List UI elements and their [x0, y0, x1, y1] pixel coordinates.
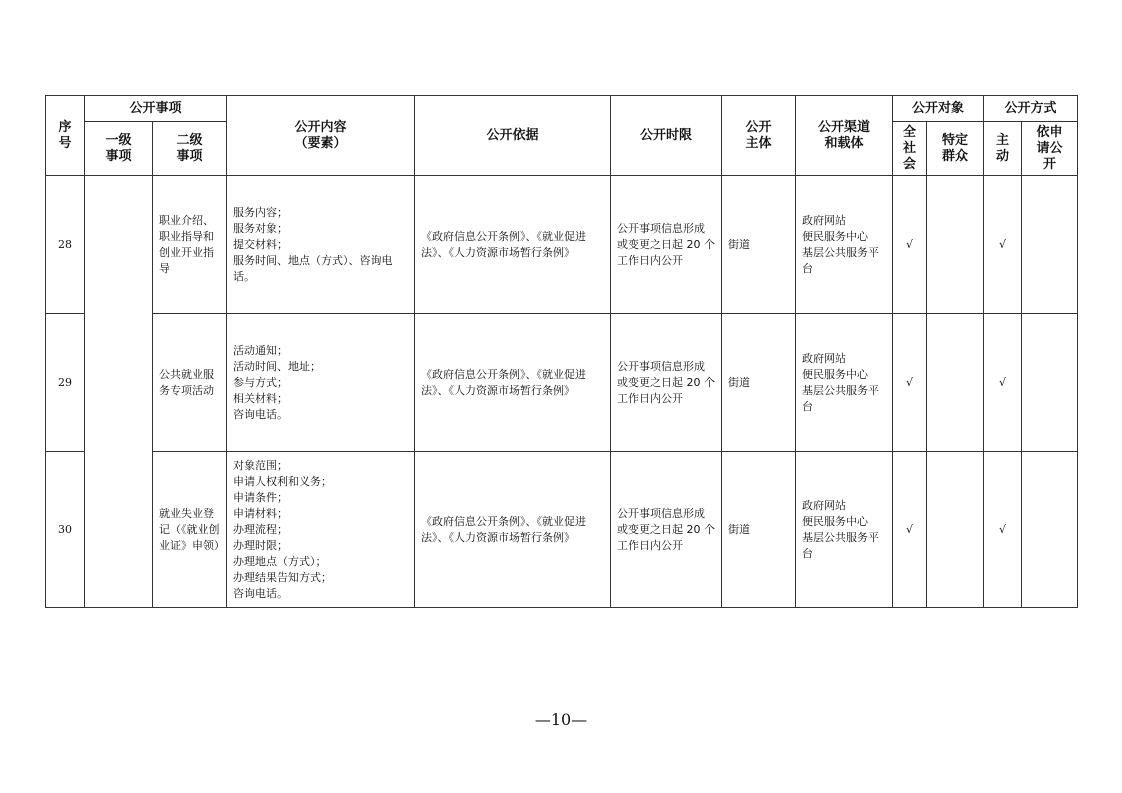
table-row [46, 176, 1078, 314]
row-content: 服务内容； 服务对象； 提交材料； 服务时间、地点（方式）、咨询电话。 [227, 176, 415, 314]
row-subject: 街道 [722, 314, 796, 452]
table-row [46, 452, 1078, 608]
row-seq: 30 [46, 452, 85, 608]
row-method-request [1022, 314, 1078, 452]
row-level1-merged [85, 176, 153, 608]
row-channel: 政府网站 便民服务中心 基层公共服务平台 [796, 176, 893, 314]
row-time-limit: 公开事项信息形成或变更之日起 20 个工作日内公开 [611, 452, 722, 608]
header-basis: 公开依据 [415, 96, 611, 176]
row-level2: 职业介绍、职业指导和创业开业指导 [153, 176, 227, 314]
row-target-specific [927, 314, 984, 452]
header-time-limit: 公开时限 [611, 96, 722, 176]
header-seq: 序号 [46, 96, 85, 176]
row-time-limit: 公开事项信息形成或变更之日起 20 个工作日内公开 [611, 176, 722, 314]
header-level1: 一级事项 [85, 122, 153, 176]
row-seq: 28 [46, 176, 85, 314]
row-content: 对象范围； 申请人权利和义务； 申请条件； 申请材料； 办理流程； 办理时限； 办理地点（方式）； 办理结果告知方式； 咨询电话。 [227, 452, 415, 608]
header-target-specific: 特定群众 [927, 122, 984, 176]
row-method-request [1022, 452, 1078, 608]
header-channel: 公开渠道和载体 [796, 96, 893, 176]
row-basis: 《政府信息公开条例》、《就业促进法》、《人力资源市场暂行条例》 [415, 176, 611, 314]
header-content: 公开内容（要素） [227, 96, 415, 176]
row-time-limit: 公开事项信息形成或变更之日起 20 个工作日内公开 [611, 314, 722, 452]
row-basis: 《政府信息公开条例》、《就业促进法》、《人力资源市场暂行条例》 [415, 452, 611, 608]
header-row-top [46, 96, 1078, 122]
row-method-active: √ [984, 176, 1022, 314]
row-seq: 29 [46, 314, 85, 452]
header-method-active: 主动 [984, 122, 1022, 176]
row-target-specific [927, 452, 984, 608]
header-method-request: 依申请公开 [1022, 122, 1078, 176]
row-target-specific [927, 176, 984, 314]
header-method: 公开方式 [984, 96, 1078, 122]
row-subject: 街道 [722, 176, 796, 314]
row-target-all: √ [893, 452, 927, 608]
row-basis: 《政府信息公开条例》、《就业促进法》、《人力资源市场暂行条例》 [415, 314, 611, 452]
row-target-all: √ [893, 176, 927, 314]
row-content: 活动通知； 活动时间、地址； 参与方式； 相关材料； 咨询电话。 [227, 314, 415, 452]
row-target-all: √ [893, 314, 927, 452]
row-method-active: √ [984, 452, 1022, 608]
row-level2: 就业失业登记（《就业创业证》申领） [153, 452, 227, 608]
disclosure-table [45, 95, 1078, 608]
row-level2: 公共就业服务专项活动 [153, 314, 227, 452]
header-target: 公开对象 [893, 96, 984, 122]
page-number: —10— [534, 710, 588, 729]
header-target-all: 全社会 [893, 122, 927, 176]
header-items: 公开事项 [85, 96, 227, 122]
row-method-request [1022, 176, 1078, 314]
row-subject: 街道 [722, 452, 796, 608]
header-subject: 公开主体 [722, 96, 796, 176]
header-level2: 二级事项 [153, 122, 227, 176]
table-row [46, 314, 1078, 452]
row-method-active: √ [984, 314, 1022, 452]
row-channel: 政府网站 便民服务中心 基层公共服务平台 [796, 452, 893, 608]
row-channel: 政府网站 便民服务中心 基层公共服务平台 [796, 314, 893, 452]
